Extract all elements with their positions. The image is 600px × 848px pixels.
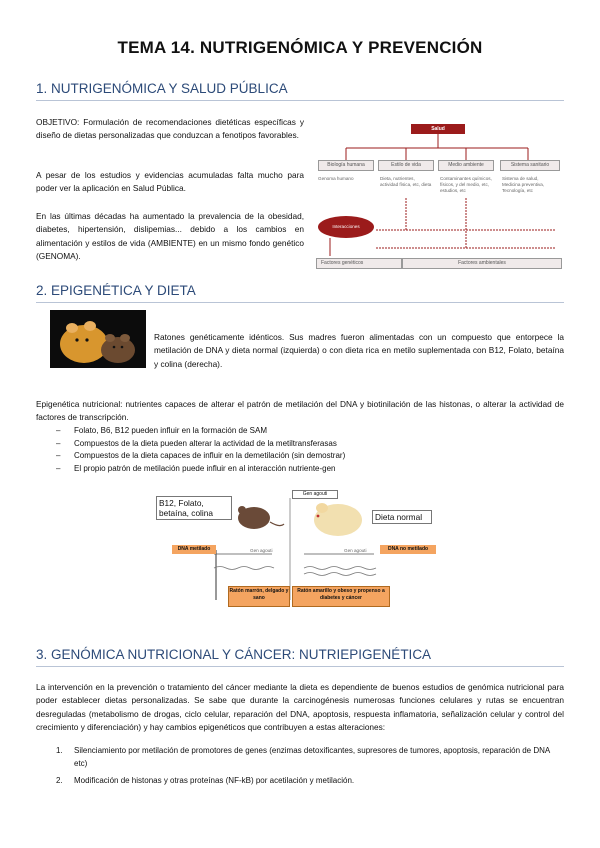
dna-unmethylated-box: DNA no metilado — [380, 545, 436, 554]
page-title: TEMA 14. NUTRIGENÓMICA Y PREVENCIÓN — [117, 38, 483, 57]
diagram-col1-text: Genoma humano — [318, 176, 354, 181]
top-gene-label: Gen agouti — [292, 490, 338, 499]
epigenetic-changes-list — [56, 745, 564, 793]
section1-heading: 1. NUTRIGENÓMICA Y SALUD PÚBLICA — [36, 81, 288, 96]
list-item-text: Silenciamiento por metilación de promotores de genes (enzimas detoxificantes, supresores de tumores, apoptosis, reparación de DNA etc) — [74, 746, 550, 768]
list-item-number: 2. — [56, 776, 63, 786]
yellow-mouse-result: Ratón amarillo y obeso y propenso a diabetes y cáncer — [292, 586, 390, 607]
section1-para3: En las últimas décadas ha aumentado la prevalencia de la obesidad, diabetes, hipertensión, dislipemias... debido a los cambios en alimentación y estilos de vida (AMBIENTE) en un mismo fondo genético (GENOMA). — [36, 211, 304, 262]
diagram-interactions-ellipse: Interacciones — [318, 216, 374, 238]
list-item — [56, 775, 564, 788]
diagram-top-box: Salud — [411, 124, 465, 134]
mice-illustration — [50, 310, 146, 368]
diagram-connectors — [316, 118, 564, 274]
gene-right-label: Gen agouti — [344, 548, 367, 553]
list-item: – Compuestos de la dieta pueden alterar la actividad de la metiltransferasas — [56, 438, 556, 451]
epigenetics-bullets — [56, 425, 556, 476]
objective-label: OBJETIVO: — [36, 117, 80, 127]
diagram-genetic-factors: Factores genéticos — [316, 258, 402, 269]
gene-left-label: Gen agouti — [250, 548, 273, 553]
section2-heading: 2. EPIGENÉTICA Y DIETA — [36, 283, 196, 298]
diagram-environmental-factors: Factores ambientales — [402, 258, 562, 269]
diagram-box-lifestyle: Estilo de vida — [378, 160, 434, 171]
health-factors-diagram — [316, 118, 564, 274]
right-diet-label: Dieta normal — [372, 510, 432, 524]
dna-methylated-box: DNA metilado — [172, 545, 216, 554]
section1-rule — [36, 100, 564, 101]
list-item-text: Modificación de histonas y otras proteínas (NF-kB) por acetilación y metilación. — [74, 776, 355, 786]
section1-para2: A pesar de los estudios y evidencias acumuladas falta mucho para poder ver la aplicación en Salud Pública. — [36, 170, 304, 194]
objective-paragraph — [36, 116, 304, 143]
section2-rule — [36, 302, 564, 303]
list-item: – El propio patrón de metilación puede influir en al interacción nutriente-gen — [56, 463, 556, 476]
mice-caption: Ratones genéticamente idénticos. Sus madres fueron alimentadas con un compuesto que entorpece la metilación de DNA y dieta normal (izquierda) o con dieta rica en metilo suplementada con B12, Folato, betaína y colina (derecha). — [154, 332, 564, 369]
brown-mouse-result: Ratón marrón, delgado y sano — [228, 586, 290, 607]
epigenetics-paragraph: Epigenética nutricional: nutrientes capaces de alterar el patrón de metilación del DNA y biotinilación de las histonas, o alterar la actividad de factores de transcripción. — [36, 399, 564, 423]
diagram-col3-text: Contaminantes químicos, físicos, y del medio, etc, estudios, etc — [440, 176, 492, 193]
list-item-number: 1. — [56, 746, 63, 755]
agouti-diagram — [154, 488, 438, 610]
list-item: – Folato, B6, B12 pueden influir en la formación de SAM — [56, 425, 556, 438]
diagram-box-health-system: Sistema sanitario — [500, 160, 560, 171]
objective-text: Formulación de recomendaciones dietéticas específicas y diseño de dietas personalizadas que conduzcan a fenotipos favorables. — [36, 117, 304, 141]
list-item: – Compuestos de la dieta capaces de influir en la demetilación (sin demostrar) — [56, 450, 556, 463]
diagram-col2-text: Dieta, nutrientes, actividad física, etc, dieta — [380, 176, 432, 187]
diagram-box-environment: Medio ambiente — [438, 160, 494, 171]
list-item — [56, 745, 564, 770]
mice-photo — [50, 310, 146, 368]
section3-heading: 3. GENÓMICA NUTRICIONAL Y CÁNCER: NUTRIEPIGENÉTICA — [36, 647, 432, 662]
section3-paragraph: La intervención en la prevención o tratamiento del cáncer mediante la dieta es dependiente de buenos estudios de genómica nutricional para poder establecer dietas personalizadas. Se sabe que durante la carcinogénesis numerosas funciones celulares y rutas se encuentran desreguladas (metabolismo de drogas, ciclo celular, reparación del DNA, apoptosis, respuesta inflamatoria, señalización celular y control del crecimiento y diferenciación) y hay cambios epigenéticos que contribuyen a estas alteraciones: — [36, 682, 564, 733]
diagram-box-biology: Biología humana — [318, 160, 374, 171]
section3-rule — [36, 666, 564, 667]
diagram-col4-text: Sistema de salud, Medicina preventiva, Tecnología, etc — [502, 176, 545, 193]
left-diet-label: B12, Folato, betaína, colina — [156, 496, 232, 520]
